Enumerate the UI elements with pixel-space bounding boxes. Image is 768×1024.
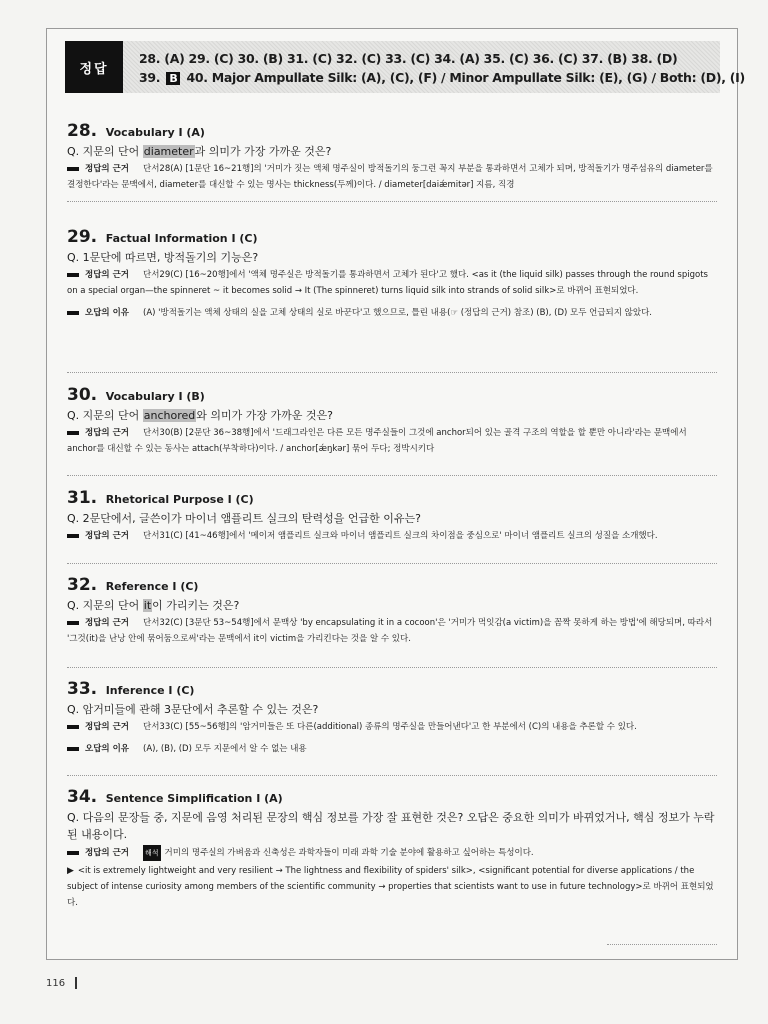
divider <box>67 201 717 202</box>
prompt-text-end: 과 의미가 가장 가까운 것은? <box>194 145 332 158</box>
divider <box>607 944 717 945</box>
question-prompt: Q. 암거미들에 관해 3문단에서 추론할 수 있는 것은? <box>67 703 319 716</box>
page-number-bar <box>75 977 77 989</box>
question-prompt <box>67 143 717 159</box>
bullet-marker <box>67 534 79 538</box>
bullet-marker <box>67 431 79 435</box>
answer-key-line-2 <box>139 70 745 85</box>
question-number: 31. <box>67 488 98 508</box>
answer-basis-row <box>67 161 717 193</box>
answer-basis-row <box>67 615 717 647</box>
question-31 <box>67 488 717 544</box>
row-label: 정답의 근거 <box>85 722 130 732</box>
answer-basis-row <box>67 528 717 544</box>
bullet-marker <box>67 621 79 625</box>
answer-basis-row <box>67 845 717 861</box>
question-heading <box>67 121 717 141</box>
translation-tag: 해석 <box>143 845 161 861</box>
divider <box>67 563 717 564</box>
highlighted-word: it <box>143 599 152 612</box>
row-text: 단서30(B) [2문단 36~38행]에서 '드래그라인은 다른 모든 명주실들이 그것에 anchor되어 있는 골격 구조의 역할을 할 뿐만 아니라'라는 문맥에서 anchor를 대신할 수 있는 동사는 attach(부착하다)이다. / anchor[ǽŋkər] 묶어 두다; 정박시키다 <box>67 428 687 454</box>
row-label: 정답의 근거 <box>85 618 130 628</box>
question-type: Inference I (C) <box>105 684 195 697</box>
triangle-arrow-icon: ▶ <box>67 866 74 876</box>
row-text: (A), (B), (D) 모두 지문에서 알 수 없는 내용 <box>143 744 307 754</box>
row-label: 정답의 근거 <box>85 531 130 541</box>
highlighted-word: anchored <box>143 409 196 422</box>
question-heading <box>67 227 717 247</box>
question-prompt: Q. 2문단에서, 글쓴이가 마이너 앰플리트 실크의 탄력성을 언급한 이유는? <box>67 512 421 525</box>
question-type: Sentence Simplification I (A) <box>105 792 283 805</box>
question-28 <box>67 121 717 193</box>
divider <box>67 372 717 373</box>
question-heading <box>67 679 717 699</box>
question-number: 30. <box>67 385 98 405</box>
row-label: 정답의 근거 <box>85 428 130 438</box>
prompt-text-end: 이 가리키는 것은? <box>152 599 240 612</box>
question-32 <box>67 575 717 647</box>
question-33 <box>67 679 717 757</box>
row-label: 오답의 이유 <box>85 744 130 754</box>
bullet-marker <box>67 851 79 855</box>
question-type: Factual Information I (C) <box>105 232 258 245</box>
wrong-answer-row <box>67 741 717 757</box>
question-heading <box>67 385 717 405</box>
question-29 <box>67 227 717 321</box>
row-text: 단서32(C) [3문단 53~54행]에서 문맥상 'by encapsulating it in a cocoon'은 '거미가 먹잇감(a victim)을 꼼짝 못하게 하는 방법'에 해당되며, 따라서 '그것(it)을 난낭 안에 묶어둠으로써'라는 문맥에서 it이 victim을 가리킨다는 것을 알 수 있다. <box>67 618 713 644</box>
question-heading <box>67 575 717 595</box>
row-label: 정답의 근거 <box>85 270 130 280</box>
answer-key-line-1: 28. (A) 29. (C) 30. (B) 31. (C) 32. (C) 33. (C) 34. (A) 35. (C) 36. (C) 37. (B) 38. (D) <box>139 51 678 66</box>
row-label: 오답의 이유 <box>85 308 130 318</box>
row-label: 정답의 근거 <box>85 848 130 858</box>
paraphrase-row <box>67 863 717 911</box>
answer-basis-row <box>67 719 717 735</box>
answer-39-number: 39. <box>139 70 161 85</box>
prompt-text: Q. 지문의 단어 <box>67 599 143 612</box>
question-prompt <box>67 407 717 423</box>
question-number: 29. <box>67 227 98 247</box>
page-number: 116 <box>46 978 66 989</box>
row-text: 단서28(A) [1문단 16~21행]의 '거미가 짓는 액체 명주실이 방적돌기의 둥그런 꼭지 부분을 통과하면서 고체가 되며, 방적돌기가 명주섬유의 diameter를 결정한다'라는 문맥에서, diameter를 대신할 수 있는 명사는 thickness(두께)이다. / diameter[daiǽmitər] 지름, 직경 <box>67 164 713 190</box>
question-prompt <box>67 597 717 613</box>
prompt-text: Q. 지문의 단어 <box>67 409 143 422</box>
bullet-marker <box>67 725 79 729</box>
bullet-marker <box>67 747 79 751</box>
bullet-marker <box>67 311 79 315</box>
row-label: 정답의 근거 <box>85 164 130 174</box>
row-text: 단서29(C) [16~20행]에서 '액체 명주실은 방적돌기를 통과하면서 고체가 된다'고 했다. <as it (the liquid silk) passes through the round spigots on a special organ—the spinneret ~ it becomes solid → It (The spinneret) turns liquid silk into strands of solid silk>로 바뀌어 표현되었다. <box>67 270 708 296</box>
row-text: 단서33(C) [55~56행]의 '암거미들은 또 다른(additional) 종류의 명주실을 만들어낸다'고 한 부분에서 (C)의 내용을 추론할 수 있다. <box>143 722 637 732</box>
question-type: Vocabulary I (A) <box>105 126 205 139</box>
answer-basis-row <box>67 425 717 457</box>
prompt-text-end: 와 의미가 가장 가까운 것은? <box>196 409 333 422</box>
row-text: 거미의 명주실의 가벼움과 신축성은 과학자들이 미래 과학 기술 분야에 활용하고 싶어하는 특성이다. <box>164 848 534 858</box>
highlighted-word: diameter <box>143 145 194 158</box>
row-text: 단서31(C) [41~46행]에서 '메이저 앰플리트 실크와 마이너 앰플리트 실크의 차이점을 중심으로' 마이너 앰플리트 실크의 성질을 소개했다. <box>143 531 658 541</box>
question-prompt: Q. 1문단에 따르면, 방적돌기의 기능은? <box>67 251 259 264</box>
row-text: (A) '방적돌기는 액체 상태의 실을 고체 상태의 실로 바꾼다'고 했으므로, 틀린 내용(☞ (정답의 근거) 참조) (B), (D) 모두 언급되지 않았다. <box>143 308 653 318</box>
question-number: 33. <box>67 679 98 699</box>
answer-key-box <box>65 41 745 93</box>
question-number: 34. <box>67 787 98 807</box>
question-heading <box>67 488 717 508</box>
page-frame <box>46 28 745 960</box>
wrong-answer-row <box>67 305 717 321</box>
answer-40-text: 40. Major Ampullate Silk: (A), (C), (F) / Minor Ampullate Silk: (E), (G) / Both: (D), (I) <box>186 70 745 85</box>
question-type: Vocabulary I (B) <box>105 390 205 403</box>
prompt-text: Q. 지문의 단어 <box>67 145 143 158</box>
question-number: 28. <box>67 121 98 141</box>
divider <box>67 667 717 668</box>
question-type: Reference I (C) <box>105 580 199 593</box>
answer-39-box: B <box>166 72 180 85</box>
divider <box>67 475 717 476</box>
question-type: Rhetorical Purpose I (C) <box>105 493 254 506</box>
question-34 <box>67 787 717 911</box>
question-heading <box>67 787 717 807</box>
answer-basis-row <box>67 267 717 299</box>
bullet-marker <box>67 167 79 171</box>
question-prompt: Q. 다음의 문장들 중, 지문에 음영 처리된 문장의 핵심 정보를 가장 잘 표현한 것은? 오답은 중요한 의미가 바뀌었거나, 핵심 정보가 누락된 내용이다. <box>67 811 715 841</box>
question-30 <box>67 385 717 457</box>
divider <box>67 775 717 776</box>
row-text: <it is extremely lightweight and very resilient → The lightness and flexibility of spiders' silk>, <significant potential for diverse applications / the subject of intense curiosity among members of the scientific community → properties that scientists want to use in future technology>로 바뀌어 표현되었다. <box>67 866 714 908</box>
answer-key-label: 정답 <box>65 41 123 93</box>
question-number: 32. <box>67 575 98 595</box>
bullet-marker <box>67 273 79 277</box>
